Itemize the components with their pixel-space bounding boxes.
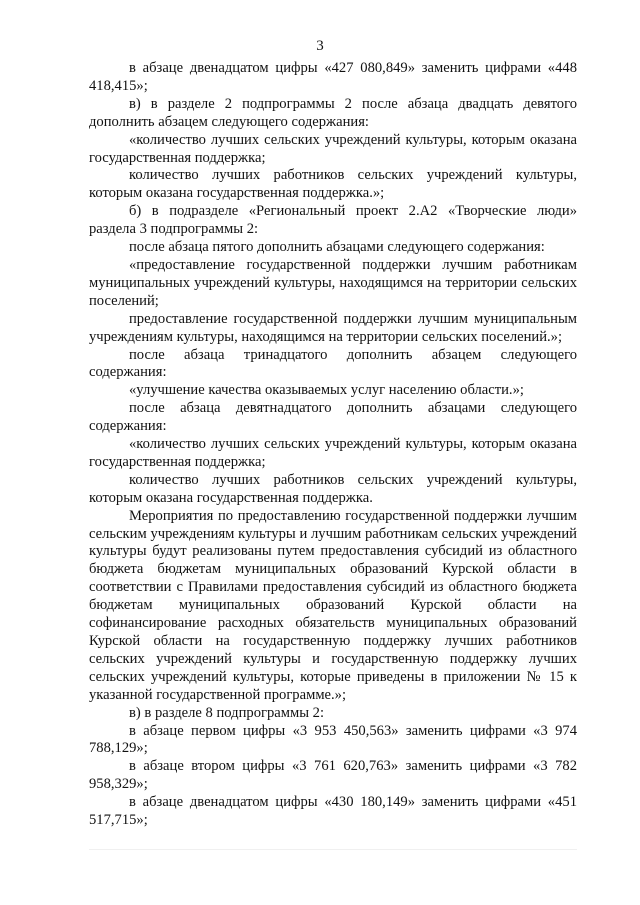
paragraph-8: предоставление государственной поддержки лучшим муниципальным учреждениям культуры, находящимся на территории сельских поселений.»; bbox=[89, 310, 577, 345]
paragraph-12: «количество лучших сельских учреждений культуры, которым оказана государственная поддержка; bbox=[89, 436, 577, 470]
paragraph-11: после абзаца девятнадцатого дополнить абзацами следующего содержания: bbox=[89, 400, 577, 435]
paragraph-13: количество лучших работников сельских учреждений культуры, которым оказана государственная поддержка. bbox=[89, 471, 577, 506]
document-body bbox=[89, 60, 577, 830]
paragraph-3: «количество лучших сельских учреждений культуры, которым оказана государственная поддержка; bbox=[89, 131, 577, 166]
page-number: 3 bbox=[316, 38, 324, 54]
paragraph-6: после абзаца пятого дополнить абзацами следующего содержания: bbox=[129, 239, 545, 256]
paragraph-7: «предоставление государственной поддержки лучшим работникам муниципальных учреждений культуры, находящимся на территории сельских поселений; bbox=[89, 256, 577, 309]
paragraph-16: в абзаце первом цифры «3 953 450,563» заменить цифрами «3 974 788,129»; bbox=[89, 722, 577, 757]
paragraph-9: после абзаца тринадцатого дополнить абзацем следующего содержания: bbox=[89, 346, 577, 381]
paragraph-4: количество лучших работников сельских учреждений культуры, которым оказана государственная поддержка.»; bbox=[89, 167, 577, 202]
paragraph-5: б) в подразделе «Региональный проект 2.А2 «Творческие люди» раздела 3 подпрограммы 2: bbox=[89, 203, 577, 238]
paragraph-17: в абзаце втором цифры «3 761 620,763» заменить цифрами «3 782 958,329»; bbox=[89, 758, 577, 793]
paragraph-2: в) в разделе 2 подпрограммы 2 после абзаца двадцать девятого дополнить абзацем следующего содержания: bbox=[89, 95, 577, 130]
paragraph-15: в) в разделе 8 подпрограммы 2: bbox=[129, 704, 325, 721]
paragraph-10: «улучшение качества оказываемых услуг населению области.»; bbox=[129, 382, 524, 399]
paragraph-18: в абзаце двенадцатом цифры «430 180,149» заменить цифрами «451 517,715»; bbox=[89, 794, 577, 829]
paragraph-1: в абзаце двенадцатом цифры «427 080,849» заменить цифрами «448 418,415»; bbox=[89, 60, 577, 94]
page-bottom-divider bbox=[89, 849, 577, 850]
paragraph-14: Мероприятия по предоставлению государственной поддержки лучшим сельским учреждениям культуры и лучшим работникам сельских учреждений культуры будут реализованы путем предоставления субсидий из областного бюджета бюджетам муниципальных образований Курской области в соответствии с Правилами предоставления субсидий из областного бюджета бюджетам муниципальных образований Курской области на софинансирование расходных обязательств муниципальных образований Курской области на государственную поддержку лучших работников сельских учреждений культуры и государственную поддержку лучших сельских учреждений культуры, которые приведены в приложении № 15 к указанной государственной программе.»; bbox=[89, 507, 577, 703]
